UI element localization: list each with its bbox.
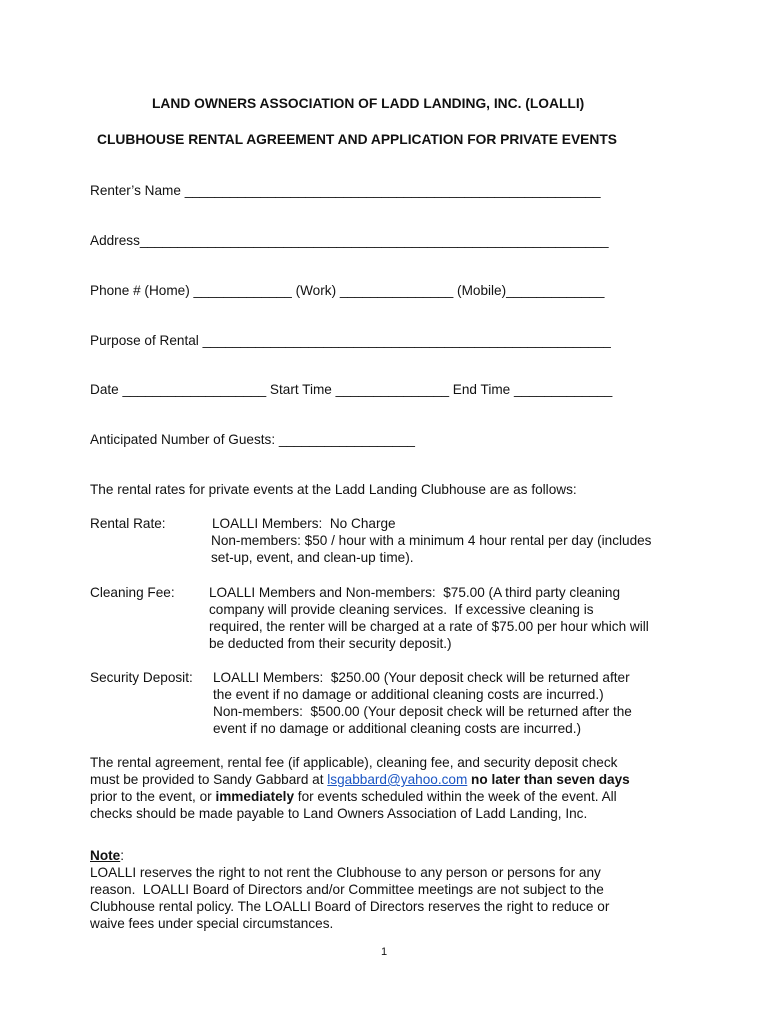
org-title: LAND OWNERS ASSOCIATION OF LADD LANDING, INC. (LOALLI) [152, 96, 585, 111]
cleaning-fee-line: LOALLI Members and Non-members: $75.00 (A third party cleaning [209, 585, 621, 600]
agreement-paragraph-line [90, 788, 617, 805]
agreement-paragraph-line [90, 771, 630, 788]
guests-field[interactable]: Anticipated Number of Guests: __________________ [90, 432, 415, 447]
rental-rate-line: LOALLI Members: No Charge [212, 516, 396, 531]
note-line: reason. LOALLI Board of Directors and/or Committee meetings are not subject to the [90, 882, 604, 897]
agreement-text: prior to the event, or [90, 789, 216, 804]
immediately-text: immediately [215, 789, 295, 804]
purpose-field[interactable]: Purpose of Rental ______________________________________________________ [90, 333, 611, 348]
note-line: Clubhouse rental policy. The LOALLI Board of Directors reserves the right to reduce or [90, 899, 610, 914]
agreement-paragraph-line: checks should be made payable to Land Owners Association of Ladd Landing, Inc. [90, 806, 588, 821]
cleaning-fee-label: Cleaning Fee: [90, 585, 175, 600]
security-deposit-line: event if no damage or additional cleaning costs are incurred.) [213, 721, 582, 736]
page-number: 1 [381, 946, 388, 958]
renter-name-field[interactable]: Renter’s Name _______________________________________________________ [90, 183, 601, 198]
security-deposit-label: Security Deposit: [90, 670, 193, 685]
rates-intro: The rental rates for private events at the Ladd Landing Clubhouse are as follows: [90, 482, 577, 497]
security-deposit-line: LOALLI Members: $250.00 (Your deposit check will be returned after [213, 670, 630, 685]
note-heading-text: Note [90, 848, 121, 863]
agreement-paragraph-line: The rental agreement, rental fee (if applicable), cleaning fee, and security deposit check [90, 755, 618, 770]
note-colon: : [120, 848, 124, 863]
cleaning-fee-line: company will provide cleaning services. If excessive cleaning is [209, 602, 594, 617]
deadline-text: no later than seven days [467, 772, 630, 787]
form-title: CLUBHOUSE RENTAL AGREEMENT AND APPLICATION FOR PRIVATE EVENTS [97, 132, 617, 147]
agreement-text: must be provided to Sandy Gabbard at [90, 772, 328, 787]
agreement-text: for events scheduled within the week of the event. All [294, 789, 617, 804]
note-line: waive fees under special circumstances. [90, 916, 334, 931]
note-heading [90, 847, 124, 864]
rental-rate-line: Non-members: $50 / hour with a minimum 4 hour rental per day (includes [211, 533, 652, 548]
note-line: LOALLI reserves the right to not rent the Clubhouse to any person or persons for any [90, 865, 601, 880]
security-deposit-line: the event if no damage or additional cleaning costs are incurred.) [213, 687, 604, 702]
cleaning-fee-line: be deducted from their security deposit.) [209, 636, 452, 651]
rental-rate-label: Rental Rate: [90, 516, 166, 531]
email-link[interactable]: lsgabbard@yahoo.com [327, 772, 468, 787]
date-time-field[interactable]: Date ___________________ Start Time _______________ End Time _____________ [90, 382, 613, 397]
cleaning-fee-line: required, the renter will be charged at a rate of $75.00 per hour which will [209, 619, 649, 634]
rental-rate-line: set-up, event, and clean-up time). [211, 550, 414, 565]
phone-field[interactable]: Phone # (Home) _____________ (Work) _______________ (Mobile)_____________ [90, 283, 605, 298]
address-field[interactable]: Address______________________________________________________________ [90, 233, 609, 248]
security-deposit-line: Non-members: $500.00 (Your deposit check will be returned after the [213, 704, 632, 719]
